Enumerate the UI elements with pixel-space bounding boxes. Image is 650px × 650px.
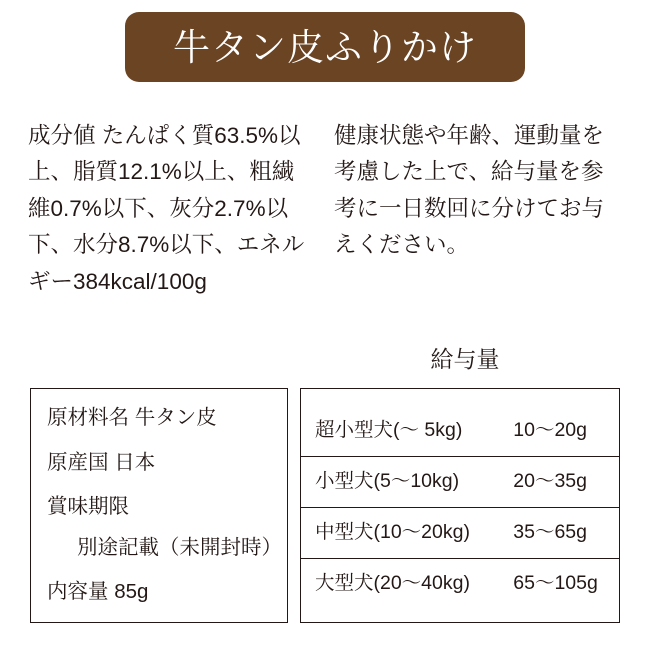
feeding-table-body (301, 405, 619, 609)
best-before-value: 別途記載（未開封時） (77, 535, 282, 559)
dog-size: 超小型犬(〜 5kg) (301, 405, 511, 456)
page-title: 牛タン皮ふりかけ (173, 26, 477, 68)
feed-amount: 10〜20g (511, 405, 619, 456)
description-columns (0, 118, 650, 300)
product-info-box (30, 388, 288, 623)
nutrition-text-column (28, 118, 316, 300)
feeding-amount-heading: 給与量 (430, 346, 500, 372)
feeding-advice-text: 健康状態や年齢、運動量を考慮した上で、給与量を参考に一日数回に分けてお与えください。 (334, 123, 605, 258)
feed-amount: 35〜65g (511, 507, 619, 558)
content-line: 内容量 85g (47, 580, 149, 604)
best-before-label: 賞味期限 (47, 495, 129, 519)
feed-amount: 65〜105g (513, 572, 598, 595)
feed-amount: 20〜35g (511, 456, 619, 507)
table-row (301, 456, 619, 507)
feeding-advice-column (334, 118, 622, 300)
table-row (301, 507, 619, 558)
dog-size: 中型犬(10〜20kg) (301, 507, 511, 558)
ingredient-line: 原材料名 牛タン皮 (47, 406, 217, 429)
nutrition-text: 成分値 たんぱく質63.5%以上、脂質12.1%以上、粗繊維0.7%以下、灰分2.7%以下、水分8.7%以下、エネルギー384kcal/100g (28, 123, 305, 294)
table-row (301, 558, 619, 609)
dog-size: 小型犬(5〜10kg) (301, 456, 511, 507)
origin-line: 原産国 日本 (47, 450, 156, 474)
table-row (301, 405, 619, 456)
feeding-amount-table (301, 405, 619, 609)
title-banner (125, 12, 525, 82)
dog-size: 大型犬(20〜40kg) (315, 572, 470, 595)
feeding-amount-box (300, 388, 620, 623)
